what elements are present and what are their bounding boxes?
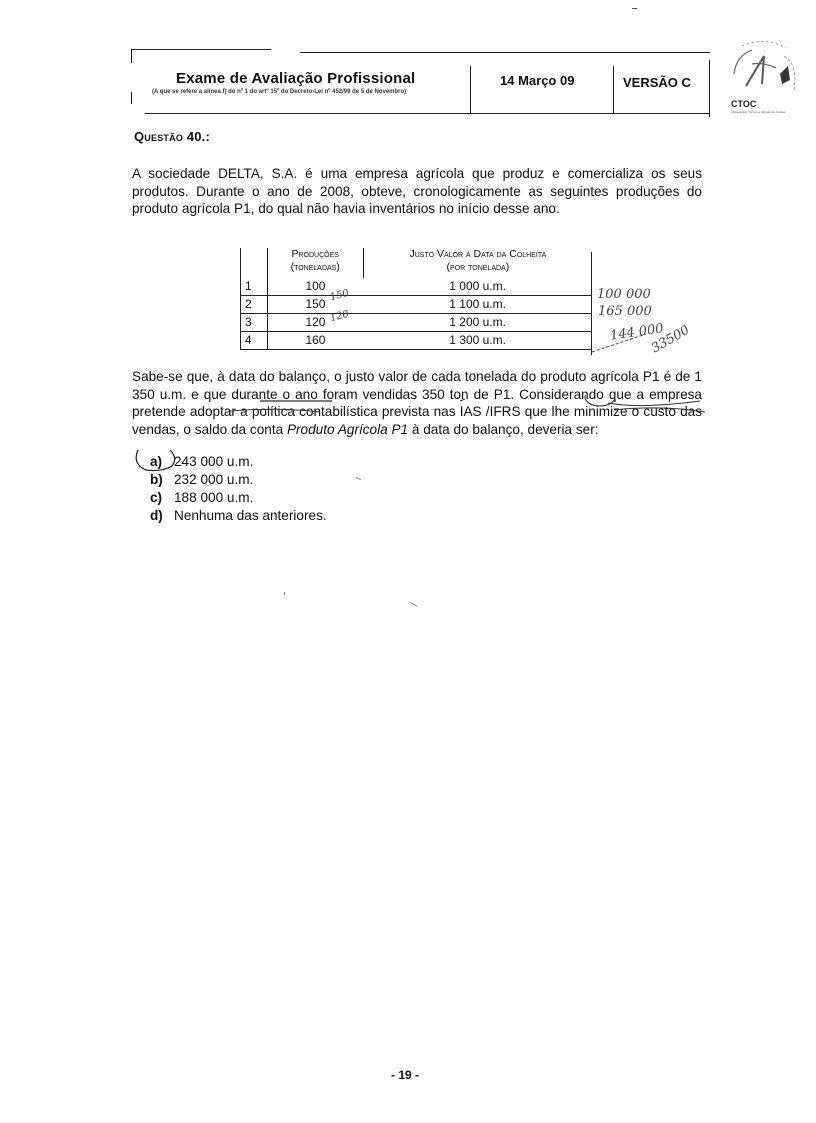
header-divider-2 <box>613 66 614 114</box>
option-text: Nenhuma das anteriores. <box>174 508 327 523</box>
option-d[interactable] <box>150 507 327 525</box>
option-letter: c) <box>150 490 163 505</box>
option-c[interactable] <box>150 489 327 507</box>
question-body-end: à data do balanço, deveria ser: <box>408 421 599 437</box>
row-quantity: 120 <box>267 314 363 332</box>
handwritten-mark-row2: 150 <box>328 287 351 304</box>
table-header-productions-line2: (toneladas) <box>290 261 340 273</box>
answer-circle-icon <box>132 444 180 474</box>
row-quantity: 150 <box>267 296 363 314</box>
question-body-emphasis: Produto Agrícola P1 <box>286 421 409 437</box>
exam-title: Exame de Avaliação Profissional <box>176 70 416 87</box>
table-header-productions <box>267 248 363 278</box>
ctoc-logo-text: CTOC <box>731 99 757 109</box>
handwritten-arrow-icon <box>590 328 650 358</box>
table-header-fair-value-line1: Justo Valor à Data da Colheita <box>409 248 547 260</box>
row-index: 1 <box>241 278 268 296</box>
option-letter: d) <box>150 508 163 523</box>
production-table <box>240 248 592 355</box>
row-fair-value: 1 100 u.m. <box>363 296 592 314</box>
option-text: 188 000 u.m. <box>174 490 254 505</box>
handwritten-note-3: 144 000 <box>609 321 665 344</box>
handwritten-note-2: 165 000 <box>598 304 652 319</box>
table-row <box>241 296 593 314</box>
handwritten-mark-row3: 120 <box>328 308 351 325</box>
scan-mark <box>410 602 417 607</box>
row-fair-value: 1 000 u.m. <box>363 278 592 296</box>
scan-mark <box>356 477 361 480</box>
question-body-text: Sabe-se que, à data do balanço, o justo valor de cada tonelada do produto agrícola P1 é de 1 350 u.m. e que durante o ano foram vendidas 350 ton de P1. Considerando que a empresa pretende adoptar a política contabilística prevista nas IAS /IFRS que lhe minimize o custo das vendas, o saldo da conta <box>132 369 702 437</box>
header-top-rule-mid <box>300 52 710 53</box>
table-row <box>241 332 593 350</box>
ctoc-logo-subtext: Câmara dos Técnicos Oficiais de Contas <box>731 110 786 114</box>
exam-subtitle: (A que se refere a alínea f) do nº 1 do art° 15º do Decreto-Lei nº 452/99 de 5 de Novembro) <box>152 89 407 95</box>
header-divider-1 <box>470 66 471 114</box>
header-bottom-rule <box>145 113 709 114</box>
table-header-index <box>241 248 268 278</box>
page-number: - 19 - <box>391 1068 420 1082</box>
exam-date: 14 Março 09 <box>500 73 575 88</box>
row-quantity: 160 <box>267 332 363 350</box>
header-top-rule-left <box>131 49 271 50</box>
option-text: 243 000 u.m. <box>174 454 254 469</box>
table-header-productions-line1: Produções <box>291 248 339 260</box>
row-quantity: 100 <box>267 278 363 296</box>
option-letter: b) <box>150 472 163 487</box>
scan-mark <box>632 8 637 9</box>
row-fair-value: 1 200 u.m. <box>363 314 592 332</box>
row-index: 2 <box>241 296 268 314</box>
row-fair-value: 1 300 u.m. <box>363 332 592 350</box>
header-left-bracket <box>131 49 132 63</box>
header-right-bar <box>709 60 710 117</box>
row-index: 3 <box>241 314 268 332</box>
header-left-bar <box>131 92 132 104</box>
handwritten-note-4: 33500 <box>649 322 693 357</box>
table-header-fair-value <box>363 248 592 278</box>
question-intro: A sociedade DELTA, S.A. é uma empresa agrícola que produz e comercializa os seus produtos. Durante o ano de 2008, obteve, cronologicamente as seguintes produções do produto agrícola P1, do qual não havia inventários no início desse ano. <box>132 166 702 216</box>
question-label: Questão 40.: <box>134 129 211 144</box>
scan-mark <box>284 592 285 595</box>
option-text: 232 000 u.m. <box>174 472 254 487</box>
handwritten-note-1: 100 000 <box>597 287 651 302</box>
exam-version: VERSÃO C <box>623 75 691 90</box>
option-letter: a) <box>150 454 163 469</box>
table-header-fair-value-line2: (por tonelada) <box>446 261 510 273</box>
table-row <box>241 314 593 332</box>
table-row <box>241 278 593 296</box>
row-index: 4 <box>241 332 268 350</box>
